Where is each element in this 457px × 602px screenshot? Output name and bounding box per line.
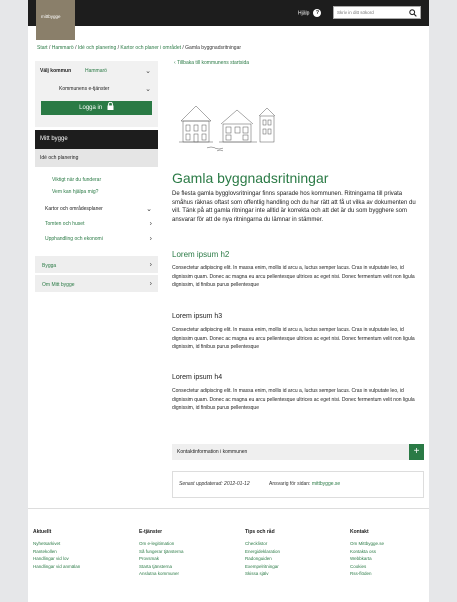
- help-icon: ?: [313, 9, 321, 17]
- breadcrumb-separator: /: [73, 45, 78, 51]
- chevron-right-icon: ›: [149, 261, 152, 268]
- footer-link[interactable]: Om Mittbygge.se: [350, 541, 385, 547]
- breadcrumb-item[interactable]: Kartor och planer i området: [120, 45, 181, 51]
- section-text: Consectetur adipiscing elit. In massa enim, mollis id arcu a, luctus semper lacus. Cras in vulputate leo, id dignissim quam. Donec ac magna eu arcu pellentesque ultrices ac eget nisi. Donec fermentum velit non ligula dignissim, id finibus purus pellentesque: [172, 265, 415, 288]
- nav-item-bygga[interactable]: [35, 254, 158, 273]
- nav-item-label: Tomten och huset: [45, 221, 85, 227]
- footer-link[interactable]: Så fungerar tjänsterna: [139, 548, 184, 554]
- nav-item-label: Bygga: [42, 263, 57, 269]
- page: [28, 0, 429, 602]
- municipality-select[interactable]: [39, 65, 154, 77]
- back-link[interactable]: ‹ Tillbaka till kommunens startsida: [174, 60, 250, 66]
- page-ingress: De flesta gamla bygglovsritningar finns sparade hos kommunen. Ritningarna till privata småhus räknas oftast som offentlig handling och du har rätt att få ut vilka av dokumenten du vill. Tänk på att gamla ritningar inte alltid är korrekta och att det är du som bygghere som ansvarar för att de nya ritningarna du lämnar in stämmer.: [172, 191, 416, 223]
- section-text: Consectetur adipiscing elit. In massa enim, mollis id arcu a, luctus semper lacus. Cras in vulputate leo, id dignissim quam. Donec ac magna eu arcu pellentesque ultrices ac eget nisi. Donec fermentum velit non ligula dignissim, id finibus purus pellentesque: [172, 327, 415, 350]
- municipality-filter: [35, 61, 158, 127]
- nav-item-om-mitt-bygge[interactable]: [35, 273, 158, 292]
- nav-item-kartor[interactable]: [35, 201, 158, 216]
- footer-link[interactable]: Provsmak: [139, 556, 160, 562]
- lock-icon: [107, 102, 114, 110]
- footer-link[interactable]: Handlingar vid lov: [33, 556, 69, 562]
- nav-item-label: Om Mitt bygge: [42, 282, 75, 288]
- footer-link[interactable]: Handlingar vid anmälan: [33, 563, 81, 569]
- breadcrumb-separator: /: [47, 45, 52, 51]
- footer-link[interactable]: Exempelritningar: [245, 563, 279, 569]
- footer-column-etjanster: [139, 529, 184, 577]
- chevron-down-icon: ⌄: [146, 205, 152, 213]
- chevron-down-icon: ⌄: [145, 68, 151, 75]
- footer-link[interactable]: Radonguiden: [245, 556, 272, 562]
- footer-heading: E-tjänster: [139, 529, 163, 535]
- responsible-label: Ansvarig för sidan:: [269, 481, 311, 487]
- footer-link[interactable]: Checklistor: [245, 541, 268, 547]
- footer-heading: Kontakt: [350, 529, 369, 535]
- footer-link[interactable]: Anslutna kommuner: [139, 571, 180, 577]
- services-value: Kommunens e-tjänster: [59, 86, 110, 92]
- breadcrumb-separator: /: [116, 45, 121, 51]
- nav-subitem[interactable]: [35, 185, 158, 197]
- contact-accordion[interactable]: [172, 444, 424, 460]
- footer-heading: Aktuellt: [33, 529, 52, 535]
- footer-link[interactable]: Skissa själv: [245, 571, 269, 577]
- breadcrumb-separator: /: [181, 45, 186, 51]
- logo-text: mittbygge: [41, 14, 61, 19]
- site-logo[interactable]: [36, 0, 75, 40]
- contact-label: Kontaktinformation i kommunen: [177, 449, 248, 455]
- search-box: [333, 6, 421, 19]
- responsible-email[interactable]: mittbygge.se: [311, 481, 341, 487]
- nav-item-label: Kartor och områdesplaner: [45, 206, 103, 212]
- breadcrumb: [37, 45, 241, 51]
- footer-link[interactable]: Cookies: [350, 563, 367, 569]
- search-icon[interactable]: [409, 9, 417, 17]
- section-heading-h2: Lorem ipsum h2: [172, 250, 230, 259]
- last-updated: Senast uppdaterad: 2012-01-12: [179, 481, 250, 487]
- chevron-right-icon: ›: [149, 235, 152, 242]
- footer-link[interactable]: Rss-flöden: [350, 571, 372, 577]
- nav-item-tomten[interactable]: [35, 216, 158, 231]
- footer: [28, 508, 429, 602]
- nav-item-label: Viktigt när du funderar: [52, 177, 102, 183]
- chevron-right-icon: ›: [149, 280, 152, 287]
- footer-heading: Tips och råd: [245, 529, 275, 535]
- footer-column-tips: [245, 529, 280, 577]
- search-input[interactable]: [334, 7, 408, 18]
- nav-subitem[interactable]: [35, 173, 158, 185]
- sidebar: [35, 61, 158, 292]
- footer-column-aktuellt: [33, 529, 80, 570]
- municipality-value: Hammarö: [85, 68, 107, 74]
- footer-link[interactable]: Energideklaration: [245, 548, 281, 554]
- footer-link[interactable]: Rantekollen: [33, 548, 57, 554]
- plus-icon[interactable]: +: [409, 444, 424, 460]
- breadcrumb-item[interactable]: Idé och planering: [77, 45, 117, 51]
- top-bar: [28, 0, 429, 26]
- municipality-label: Välj kommun: [40, 68, 72, 74]
- footer-link[interactable]: Kontakta oss: [350, 548, 377, 554]
- page-title: Gamla byggnadsritningar: [172, 170, 329, 186]
- section-heading-h3: Lorem ipsum h3: [172, 313, 223, 320]
- building-drawing-image: [177, 96, 277, 154]
- section-heading-h4: Lorem ipsum h4: [172, 374, 223, 381]
- breadcrumb-item[interactable]: Hammarö: [51, 45, 74, 51]
- breadcrumb-item[interactable]: Start: [37, 45, 48, 51]
- login-label: Logga in: [79, 105, 103, 111]
- help-link[interactable]: [298, 9, 321, 17]
- footer-link[interactable]: Om e-legitimation: [139, 541, 175, 547]
- services-select[interactable]: [39, 83, 154, 95]
- footer-link[interactable]: Nyhetsarkivet: [33, 541, 61, 547]
- nav-item-label: Upphandling och ekonomi: [45, 236, 103, 242]
- page-meta: [172, 471, 424, 498]
- footer-column-kontakt: [350, 529, 384, 577]
- main-content: [172, 60, 424, 487]
- help-label: Hjälp: [298, 10, 310, 17]
- section-text: Consectetur adipiscing elit. In massa enim, mollis id arcu a, luctus semper lacus. Cras in vulputate leo, id dignissim quam. Donec ac magna eu arcu pellentesque ultrices ac eget nisi. Donec fermentum velit non ligula dignissim, id finibus purus pellentesque: [172, 388, 415, 411]
- nav-item-upphandling[interactable]: [35, 231, 158, 246]
- nav-item-ide-och-planering[interactable]: [35, 149, 158, 167]
- footer-link[interactable]: Webbkarta: [350, 556, 372, 562]
- login-button[interactable]: [41, 101, 152, 115]
- chevron-down-icon: ⌄: [145, 86, 151, 93]
- nav-item-label: Vem kan hjälpa mig?: [52, 189, 99, 195]
- chevron-right-icon: ›: [149, 220, 152, 227]
- breadcrumb-current: Gamla byggnadsritningar: [185, 45, 242, 51]
- nav-item-label: Idé och planering: [40, 155, 79, 161]
- nav-heading[interactable]: Mitt bygge: [35, 130, 158, 149]
- footer-link[interactable]: Starta tjänsterna: [139, 563, 173, 569]
